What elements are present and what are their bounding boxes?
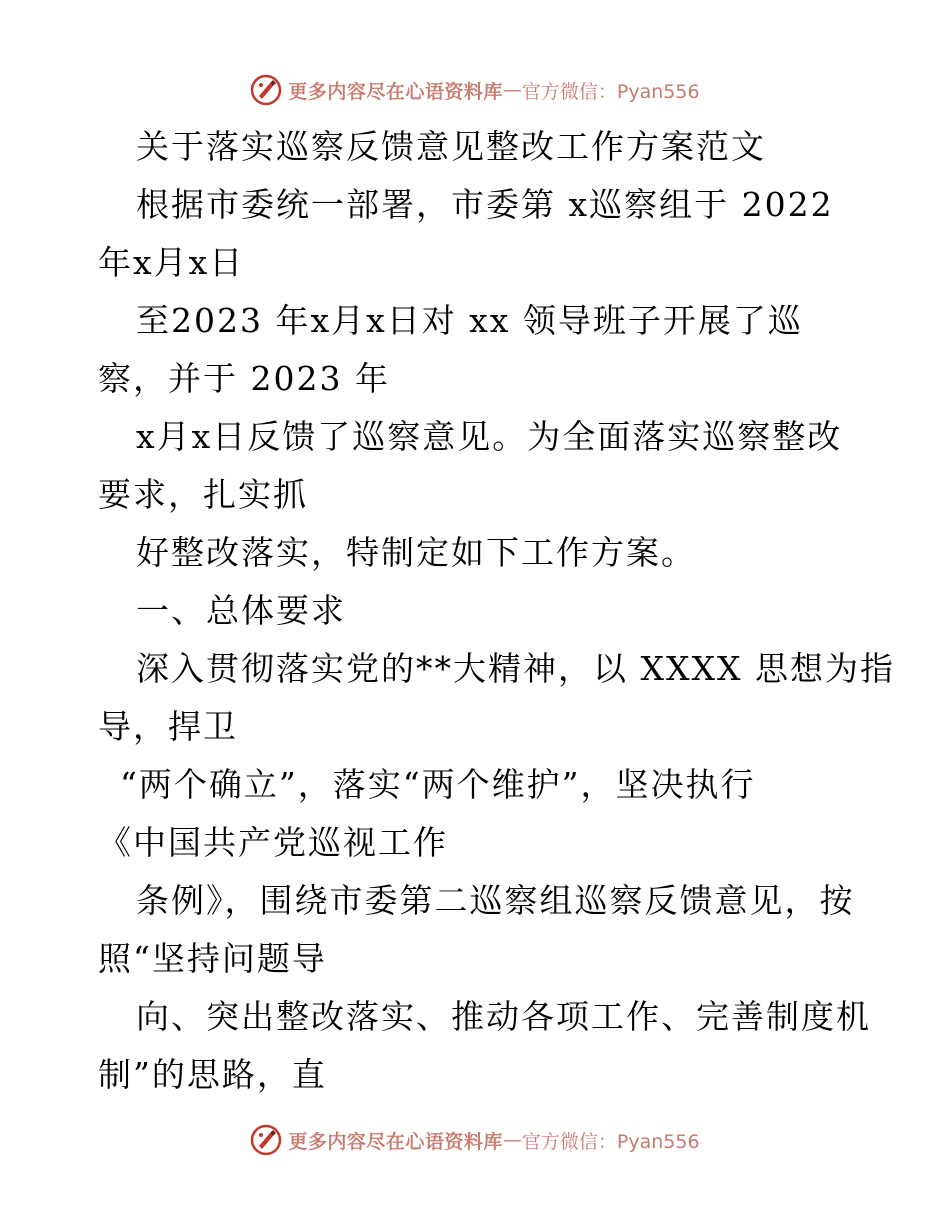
section-heading: 一、总体要求 (136, 591, 346, 630)
doc-line: “两个确立”，落实“两个维护”，坚决执行 (120, 765, 756, 804)
watermark-bottom (0, 1120, 950, 1160)
document-body (98, 118, 895, 1104)
doc-line: 至2023 年x月x日对 xx 领导班子开展了巡 (136, 301, 803, 340)
doc-line: 向、突出整改落实、推动各项工作、完善制度机 (136, 997, 871, 1036)
doc-line: 制”的思路，直 (98, 1055, 327, 1094)
doc-line: 好整改落实，特制定如下工作方案。 (136, 533, 696, 572)
brand-logo-icon (250, 1124, 282, 1156)
doc-line: 照“坚持问题导 (98, 939, 327, 978)
doc-line: 《中国共产党巡视工作 (98, 823, 448, 862)
watermark-brand-text: 更多内容尽在心语资料库 (288, 1130, 503, 1153)
doc-line: x月x日反馈了巡察意见。为全面落实巡察整改 (136, 417, 843, 456)
doc-line: 察，并于 2023 年 (98, 359, 390, 398)
doc-line: 深入贯彻落实党的**大精神，以 XXXX 思想为指 (136, 649, 895, 688)
doc-line: 关于落实巡察反馈意见整改工作方案范文 (136, 127, 766, 166)
doc-line: 要求，扎实抓 (98, 475, 308, 514)
doc-line: 年x月x日 (98, 243, 245, 282)
watermark-separator: — (502, 79, 522, 101)
watermark-separator: — (502, 1129, 522, 1151)
watermark-contact-text: 官方微信：Pyan556 (521, 1130, 700, 1153)
doc-line: 导，捍卫 (98, 707, 238, 746)
doc-line: 条例》，围绕市委第二巡察组巡察反馈意见，按 (136, 881, 855, 920)
doc-line: 根据市委统一部署，市委第 x巡察组于 2022 (136, 185, 834, 224)
watermark-brand-text: 更多内容尽在心语资料库 (288, 80, 503, 103)
watermark-top (0, 70, 950, 110)
watermark-contact-text: 官方微信：Pyan556 (521, 80, 700, 103)
brand-logo-icon (250, 74, 282, 106)
